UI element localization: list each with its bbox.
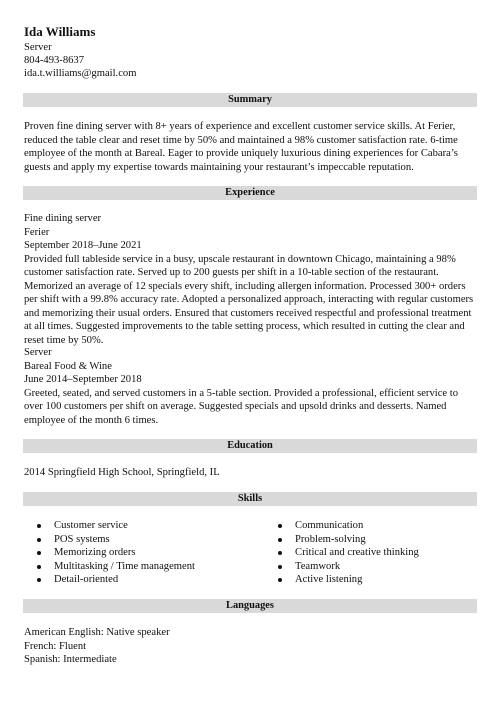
skill-item: Detail-oriented <box>37 573 195 587</box>
bullet-icon <box>37 565 41 569</box>
skill-item: Problem-solving <box>278 533 419 547</box>
bullet-icon <box>37 578 41 582</box>
job-company: Bareal Food & Wine <box>24 360 112 372</box>
bullet-icon <box>278 538 282 542</box>
job-title: Fine dining server <box>24 213 102 224</box>
skills-list-right <box>278 519 419 587</box>
bullet-icon <box>37 538 41 542</box>
skill-item: Memorizing orders <box>37 546 195 560</box>
experience-heading: Experience <box>23 186 477 200</box>
language-item: Spanish: Intermediate <box>24 654 117 665</box>
bullet-icon <box>278 551 282 555</box>
job-dates: June 2014–September 2018 <box>24 374 142 385</box>
bullet-icon <box>278 565 282 569</box>
skill-item: Critical and creative thinking <box>278 546 419 560</box>
job-description: Greeted, seated, and served customers in a 5-table section. Provided a professional, efficient service to over 100 customers per shift on average. Suggested specials and upsold drinks and desserts. Named employee of the month 6 times. <box>24 387 458 426</box>
job-company: Ferier <box>24 226 50 238</box>
bullet-icon <box>37 551 41 555</box>
email-address: ida.t.williams@gmail.com <box>24 68 137 79</box>
job-dates: September 2018–June 2021 <box>24 240 142 251</box>
language-item: American English: Native speaker <box>24 627 170 638</box>
bullet-icon <box>278 524 282 528</box>
phone-number: 804-493-8637 <box>24 55 85 66</box>
skill-item: Multitasking / Time management <box>37 560 195 574</box>
skill-item: POS systems <box>37 533 195 547</box>
language-item: French: Fluent <box>24 640 87 652</box>
skills-list-left <box>37 519 195 587</box>
summary-text: Proven fine dining server with 8+ years of experience and excellent customer service skills. At Ferier, reduced the table clear and reset time by 50% and maintained a 98% customer satisfaction rate. 6-time employee of the month at Bareal. Eager to provide uniquely luxurious dining experiences for Cabara’s guests and apply my expertise towards maintaining your restaurant’s impeccable reputation. <box>24 121 458 173</box>
skill-item: Communication <box>278 519 419 533</box>
bullet-icon <box>278 578 282 582</box>
education-heading: Education <box>23 439 477 453</box>
candidate-name: Ida Williams <box>24 24 96 39</box>
bullet-icon <box>37 524 41 528</box>
job-title: Server <box>24 347 52 358</box>
job-description: Provided full tableside service in a busy, upscale restaurant in downtown Chicago, maintaining a 98% customer satisfaction rate. Served up to 200 guests per shift in a 10-table section of the restaurant. Memorized an average of 12 specials every shift, including allergen information. Processed 300+ orders per shift with a 99.8% accuracy rate. Adopted a personalized approach, interacting with regular customers and memorizing their usual orders. Ensured that customers received respectful and professional treatment at all times. Suggested improvements to the table setting process, which resulted in cutting the clear and reset time by 50%. <box>24 253 474 346</box>
summary-heading: Summary <box>23 93 477 107</box>
skill-item: Teamwork <box>278 560 419 574</box>
skill-item: Active listening <box>278 573 419 587</box>
skills-heading: Skills <box>23 492 477 506</box>
languages-heading: Languages <box>23 599 477 613</box>
education-entry: 2014 Springfield High School, Springfield, IL <box>24 467 220 478</box>
candidate-title: Server <box>24 42 52 53</box>
skill-item: Customer service <box>37 519 195 533</box>
